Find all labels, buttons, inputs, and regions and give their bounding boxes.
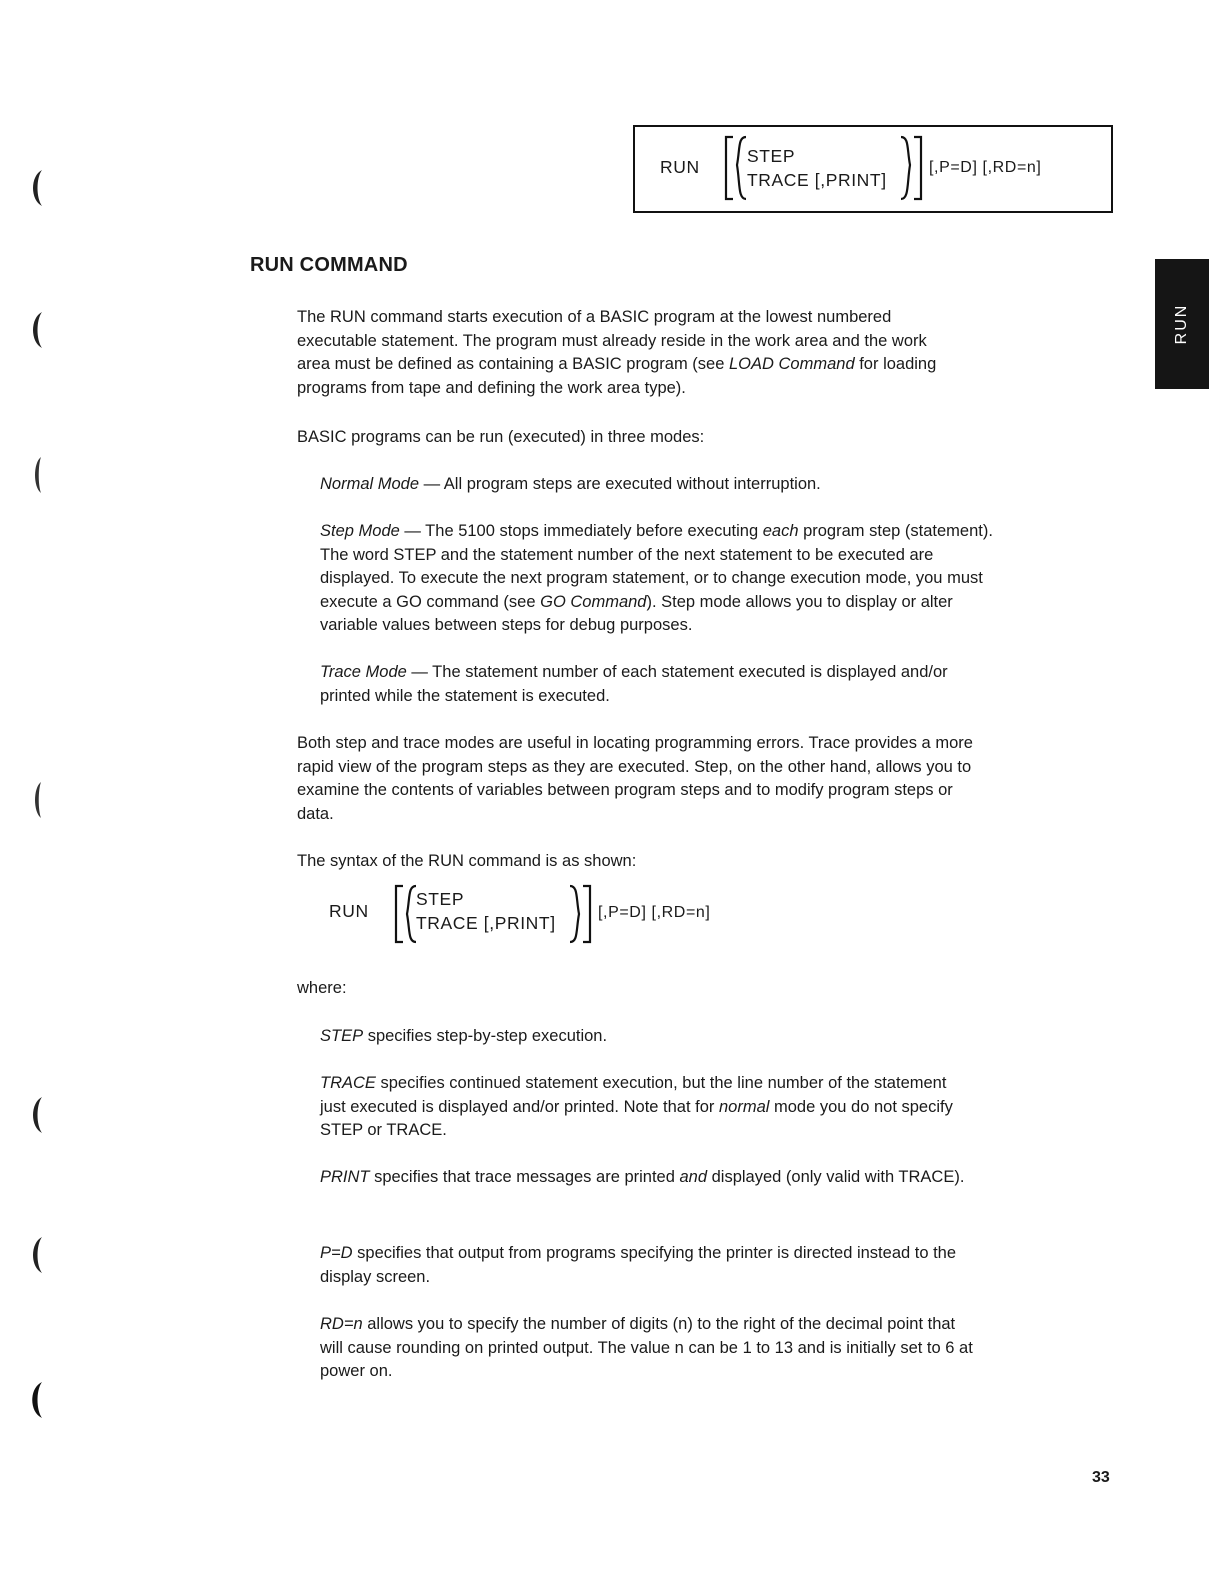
param-pd: P=D specifies that output from programs specifying the printer is directed instead to the display screen. bbox=[320, 1244, 957, 1286]
syntax-option-step: STEP bbox=[747, 146, 796, 166]
binder-mark bbox=[28, 168, 44, 208]
syntax-command: RUN bbox=[660, 157, 700, 177]
binder-mark bbox=[28, 1380, 44, 1420]
syntax-command: RUN bbox=[329, 901, 369, 921]
page-number: 33 bbox=[1092, 1469, 1110, 1486]
syntax-params: [,P=D] [,RD=n] bbox=[598, 904, 711, 921]
where-label: where: bbox=[297, 979, 347, 997]
binder-mark bbox=[28, 455, 44, 495]
normal-mode-item: Normal Mode — All program steps are executed without interruption. bbox=[320, 475, 821, 493]
normal-mode-term: Normal Mode bbox=[320, 475, 420, 493]
param-print: PRINT specifies that trace messages are printed and displayed (only valid with TRACE). bbox=[320, 1168, 965, 1186]
binder-mark bbox=[28, 1235, 44, 1275]
param-trace: TRACE specifies continued statement execution, but the line number of the statement just executed is displayed and/or printed. Note that for normal mode you do not specify STEP or TRACE. bbox=[320, 1074, 953, 1139]
step-mode-term: Step Mode bbox=[320, 522, 400, 540]
section-tab-label: RUN bbox=[1173, 303, 1190, 345]
go-command-reference: GO Command bbox=[540, 592, 647, 611]
syntax-option-step: STEP bbox=[416, 889, 465, 909]
modes-intro: BASIC programs can be run (executed) in three modes: bbox=[297, 428, 705, 446]
binder-mark bbox=[28, 780, 44, 820]
header-syntax bbox=[633, 125, 1109, 209]
param-print-term: PRINT bbox=[320, 1168, 370, 1186]
section-heading: RUN COMMAND bbox=[250, 254, 408, 276]
trace-mode-item: Trace Mode — The statement number of each statement executed is displayed and/or printed while the statement is executed. bbox=[320, 663, 948, 705]
intro-paragraph: The RUN command starts execution of a BASIC program at the lowest numbered executable statement. The program must already reside in the work area and the work area must be defined as containing a BASIC program (see LOAD Command for loading programs from tape and defining the work area type). bbox=[297, 308, 937, 397]
param-trace-term: TRACE bbox=[320, 1074, 376, 1092]
load-command-reference: LOAD Command bbox=[729, 355, 855, 373]
param-rd-term: RD=n bbox=[320, 1315, 363, 1333]
binder-mark bbox=[28, 310, 44, 350]
step-mode-item: Step Mode — The 5100 stops immediately before executing each program step (statement). The word STEP and the statement number of the next statement to be executed are displayed. To execute the next program statement, or to change execution mode, you must execute a GO command (see GO Command). Step mode allows you to display or alter variable values between steps for debug purposes. bbox=[320, 522, 993, 634]
section-tab bbox=[1155, 259, 1209, 389]
param-pd-term: P=D bbox=[320, 1244, 353, 1262]
param-rd: RD=n allows you to specify the number of digits (n) to the right of the decimal point that will cause rounding on printed output. The value n can be 1 to 13 and is initially set to 6 at power on. bbox=[320, 1315, 973, 1380]
param-step: STEP specifies step-by-step execution. bbox=[320, 1027, 608, 1045]
comparison-paragraph: Both step and trace modes are useful in locating programming errors. Trace provides a more rapid view of the program steps as they are executed. Step, on the other hand, allows you to examine the contents of variables between program steps and to modify program steps or data. bbox=[297, 734, 973, 823]
param-step-term: STEP bbox=[320, 1027, 364, 1045]
syntax-option-trace: TRACE [,PRINT] bbox=[747, 170, 887, 190]
trace-mode-term: Trace Mode bbox=[320, 663, 407, 681]
binder-mark bbox=[28, 1095, 44, 1135]
syntax-params: [,P=D] [,RD=n] bbox=[929, 159, 1042, 176]
syntax-option-trace: TRACE [,PRINT] bbox=[416, 913, 556, 933]
body-syntax bbox=[300, 880, 770, 950]
syntax-intro: The syntax of the RUN command is as shown: bbox=[297, 852, 637, 870]
